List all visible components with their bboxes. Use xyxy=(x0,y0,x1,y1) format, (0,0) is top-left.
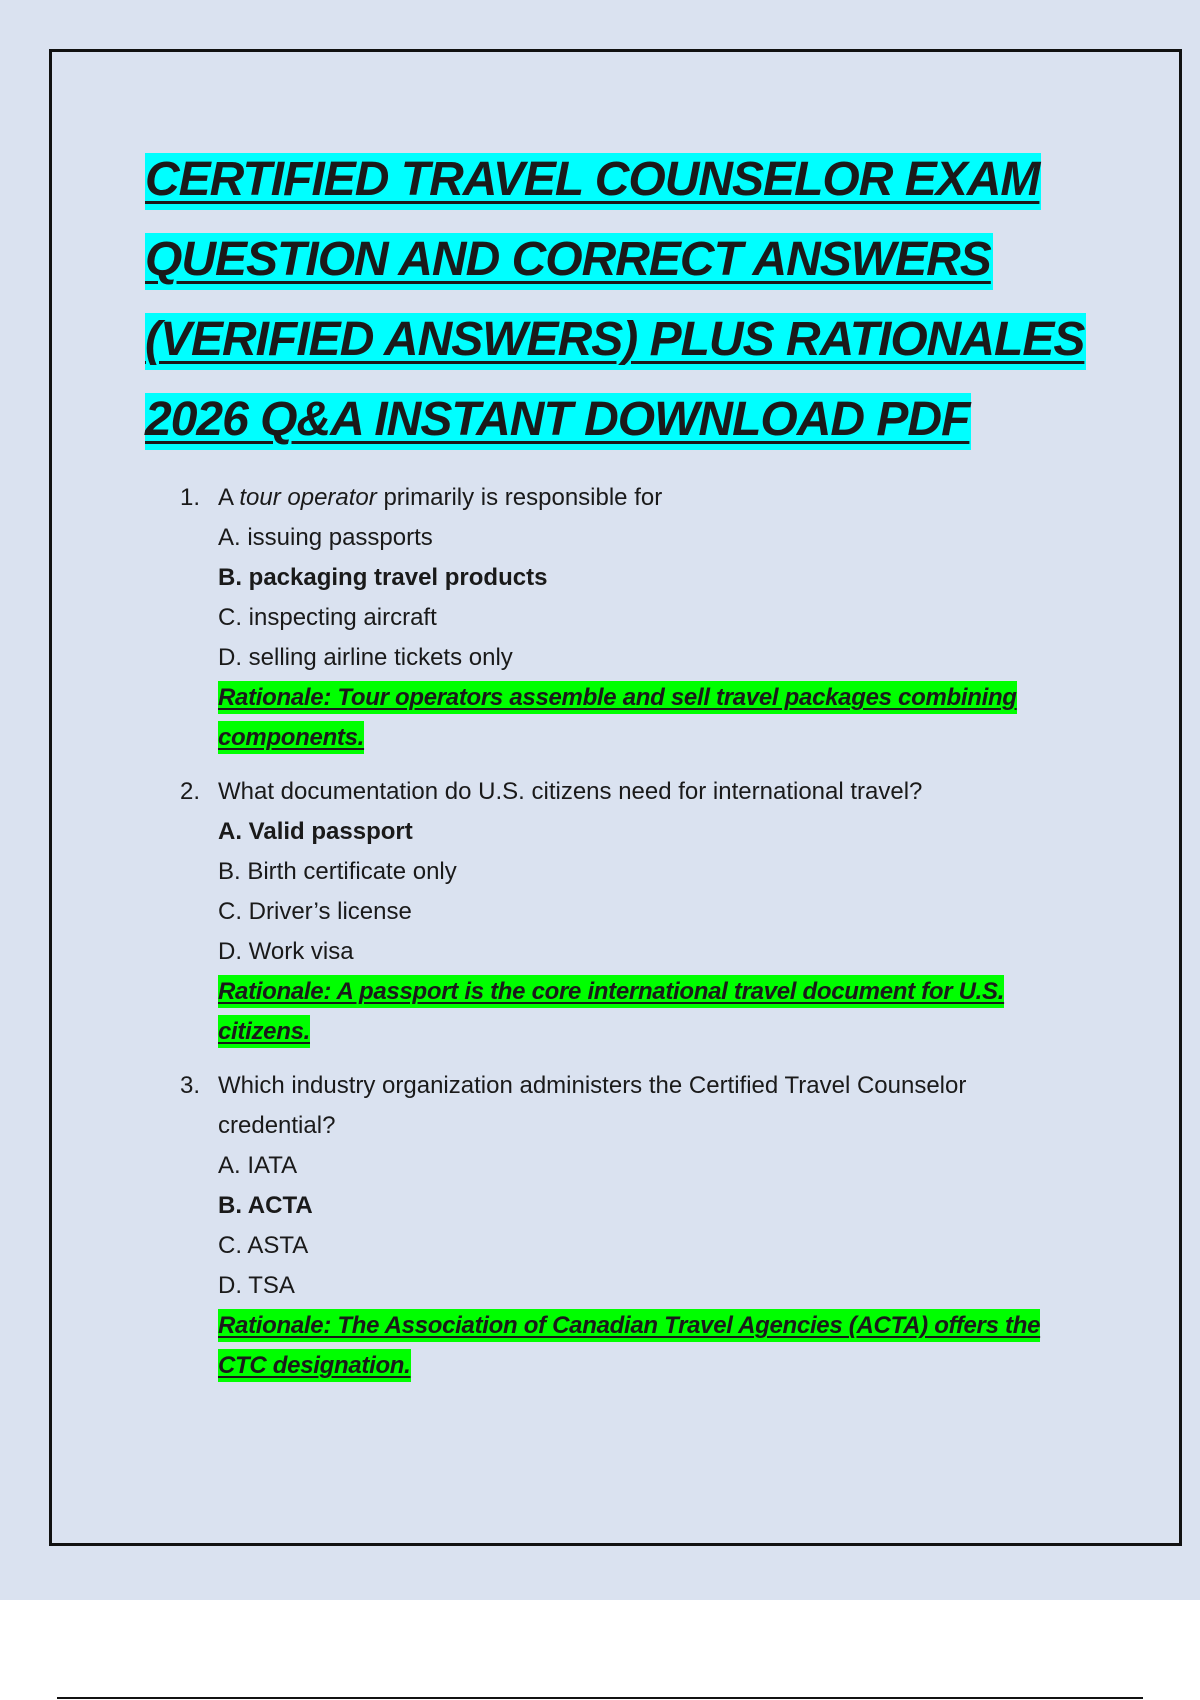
answer-option-correct: A. Valid passport xyxy=(218,818,413,845)
title-line: CERTIFIED TRAVEL COUNSELOR EXAM xyxy=(145,140,1145,220)
title-line: 2026 Q&A INSTANT DOWNLOAD PDF xyxy=(145,380,1145,460)
answer-option: A. IATA xyxy=(218,1152,298,1179)
document-title xyxy=(145,140,1145,460)
rationale: Rationale: The Association of Canadian Travel Agencies (ACTA) offers the CTC designation. xyxy=(218,1306,1080,1386)
footer-divider xyxy=(57,1697,1143,1699)
question-item-1 xyxy=(180,478,1080,758)
question-list xyxy=(180,478,1080,1400)
question-text: A tour operator primarily is responsible for xyxy=(218,484,663,511)
question-text: What documentation do U.S. citizens need for international travel? xyxy=(218,778,923,805)
answer-option: C. Driver’s license xyxy=(218,898,412,925)
question-number: 3. xyxy=(180,1072,201,1099)
answer-option: B. Birth certificate only xyxy=(218,858,457,885)
question-item-2 xyxy=(180,772,1080,1052)
rationale: Rationale: Tour operators assemble and sell travel packages combining components. xyxy=(218,678,1080,758)
question-number: 1. xyxy=(180,484,201,511)
title-line: (VERIFIED ANSWERS) PLUS RATIONALES xyxy=(145,300,1145,380)
answer-option: D. selling airline tickets only xyxy=(218,644,513,671)
title-line: QUESTION AND CORRECT ANSWERS xyxy=(145,220,1145,300)
answer-option: D. Work visa xyxy=(218,938,354,965)
rationale: Rationale: A passport is the core international travel document for U.S. citizens. xyxy=(218,972,1080,1052)
answer-option: D. TSA xyxy=(218,1272,295,1299)
answer-option: A. issuing passports xyxy=(218,524,433,551)
answer-option: C. ASTA xyxy=(218,1232,309,1259)
question-text: Which industry organization administers the Certified Travel Counselor credential? xyxy=(218,1072,967,1139)
question-item-3 xyxy=(180,1066,1080,1386)
answer-option-correct: B. ACTA xyxy=(218,1192,313,1219)
answer-option: C. inspecting aircraft xyxy=(218,604,437,631)
answer-option-correct: B. packaging travel products xyxy=(218,564,548,591)
question-number: 2. xyxy=(180,778,201,805)
